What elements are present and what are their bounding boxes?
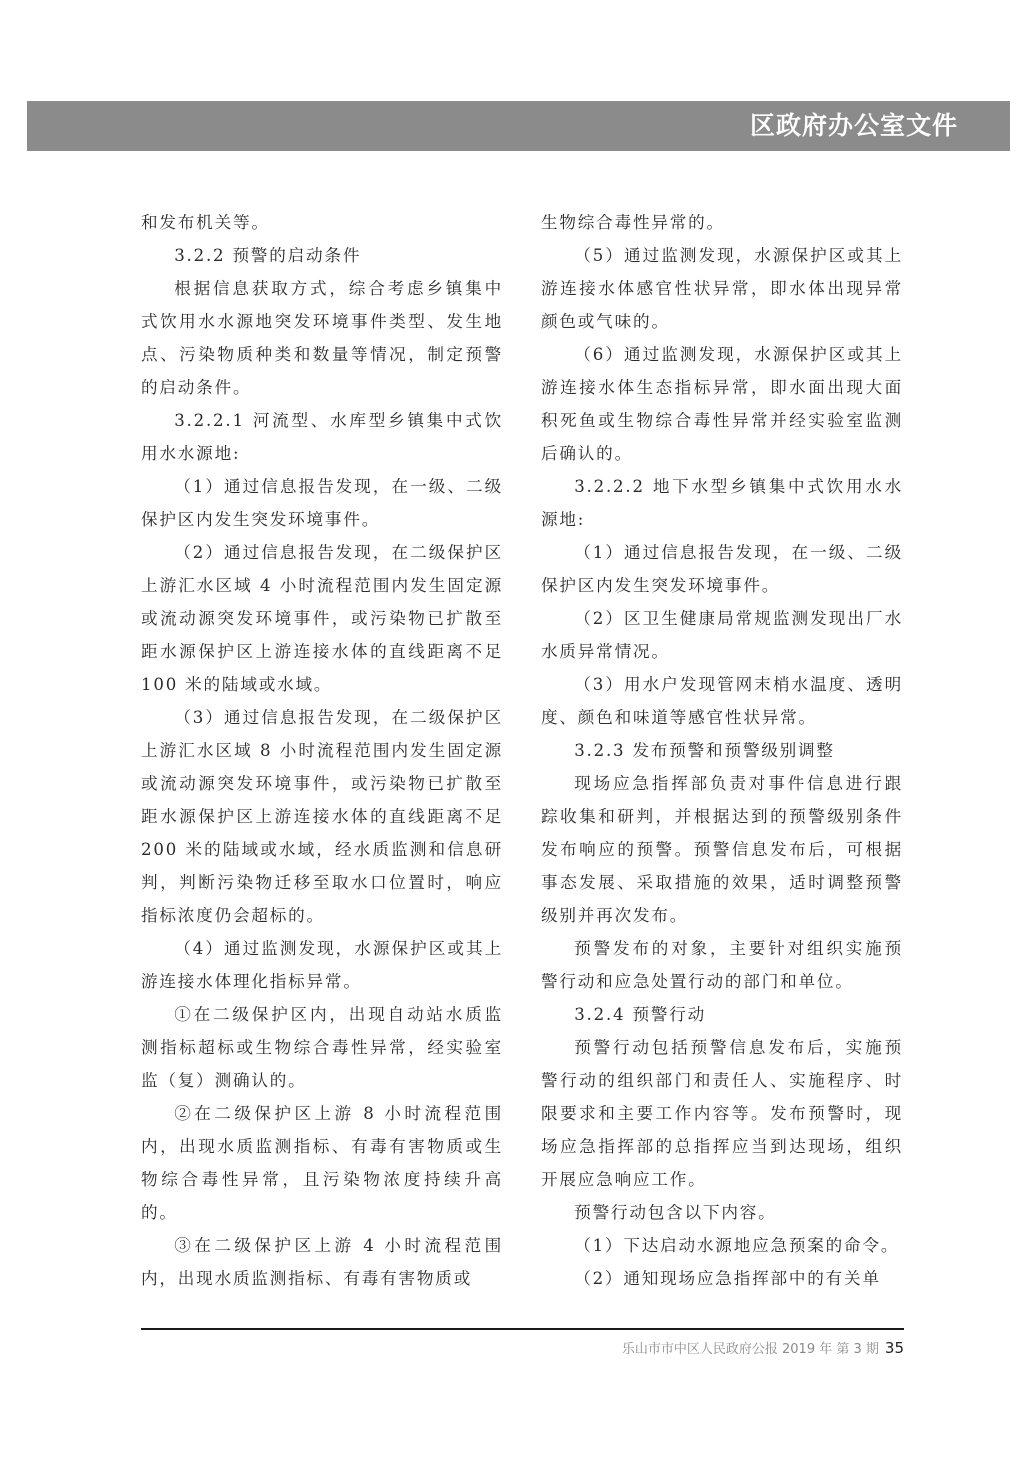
footer <box>622 1336 904 1360</box>
paragraph: 3.2.2 预警的启动条件 <box>174 246 362 265</box>
paragraph: （6）通过监测发现，水源保护区或其上游连接水体生态指标异常，即水面出现大面积死鱼或生物综合毒性异常并经实验室监测后确认的。 <box>541 345 903 463</box>
paragraph: （3）用水户发现管网末梢水温度、透明度、颜色和味道等感官性状异常。 <box>541 675 903 727</box>
paragraph: （1）下达启动水源地应急预案的命令。 <box>574 1236 900 1255</box>
paragraph: ③在二级保护区上游 4 小时流程范围内，出现水质监测指标、有毒有害物质或 <box>141 1236 503 1288</box>
paragraph: 预警行动包括预警信息发布后，实施预警行动的组织部门和责任人、实施程序、时限要求和主要工作内容等。发布预警时，现场应急指挥部的总指挥应当到达现场，组织开展应急响应工作。 <box>541 1038 903 1189</box>
header-bar <box>27 101 1010 151</box>
paragraph: （2）通知现场应急指挥部中的有关单 <box>574 1269 881 1288</box>
paragraph: 3.2.4 预警行动 <box>574 1005 707 1024</box>
page-number: 35 <box>884 1339 904 1357</box>
paragraph: 根据信息获取方式，综合考虑乡镇集中式饮用水水源地突发环境事件类型、发生地点、污染物质种类和数量等情况，制定预警的启动条件。 <box>141 279 503 397</box>
paragraph: 3.2.2.2 地下水型乡镇集中式饮用水水源地: <box>541 477 903 529</box>
paragraph: ②在二级保护区上游 8 小时流程范围内，出现水质监测指标、有毒有害物质或生物综合毒性异常，且污染物浓度持续升高的。 <box>141 1104 503 1222</box>
paragraph: 和发布机关等。 <box>141 213 270 232</box>
paragraph: 生物综合毒性异常的。 <box>541 213 725 232</box>
footer-publication: 乐山市市中区人民政府公报 2019 年 第 3 期 <box>621 1342 879 1357</box>
paragraph: （5）通过监测发现，水源保护区或其上游连接水体感官性状异常，即水体出现异常颜色或气味的。 <box>541 246 903 331</box>
paragraph: （2）区卫生健康局常规监测发现出厂水水质异常情况。 <box>541 609 903 661</box>
paragraph: （1）通过信息报告发现，在一级、二级保护区内发生突发环境事件。 <box>541 543 903 595</box>
paragraph: ①在二级保护区内，出现自动站水质监测指标超标或生物综合毒性异常，经实验室监（复）测确认的。 <box>141 1005 503 1090</box>
paragraph: 现场应急指挥部负责对事件信息进行跟踪收集和研判，并根据达到的预警级别条件发布响应的预警。预警信息发布后，可根据事态发展、采取措施的效果，适时调整预警级别并再次发布。 <box>541 774 903 925</box>
paragraph: （2）通过信息报告发现，在二级保护区上游汇水区域 4 小时流程范围内发生固定源或流动源突发环境事件，或污染物已扩散至距水源保护区上游连接水体的直线距离不足 100 米的陆域或水域。 <box>141 543 503 694</box>
paragraph: 预警行动包含以下内容。 <box>574 1203 777 1222</box>
left-column <box>141 206 503 1295</box>
paragraph: （3）通过信息报告发现，在二级保护区上游汇水区域 8 小时流程范围内发生固定源或流动源突发环境事件，或污染物已扩散至距水源保护区上游连接水体的直线距离不足 200 米的陆域或水域，经水质监测和信息研判，判断污染物迁移至取水口位置时，响应指标浓度仍会超标的。 <box>141 708 503 925</box>
paragraph: （1）通过信息报告发现，在一级、二级保护区内发生突发环境事件。 <box>141 477 503 529</box>
header-title: 区政府办公室文件 <box>749 111 958 140</box>
right-column <box>541 206 903 1295</box>
paragraph: （4）通过监测发现，水源保护区或其上游连接水体理化指标异常。 <box>141 939 503 991</box>
paragraph: 3.2.3 发布预警和预警级别调整 <box>574 741 835 760</box>
paragraph: 预警发布的对象，主要针对组织实施预警行动和应急处置行动的部门和单位。 <box>541 939 903 991</box>
paragraph: 3.2.2.1 河流型、水库型乡镇集中式饮用水水源地: <box>141 411 503 463</box>
footer-divider <box>141 1328 904 1330</box>
